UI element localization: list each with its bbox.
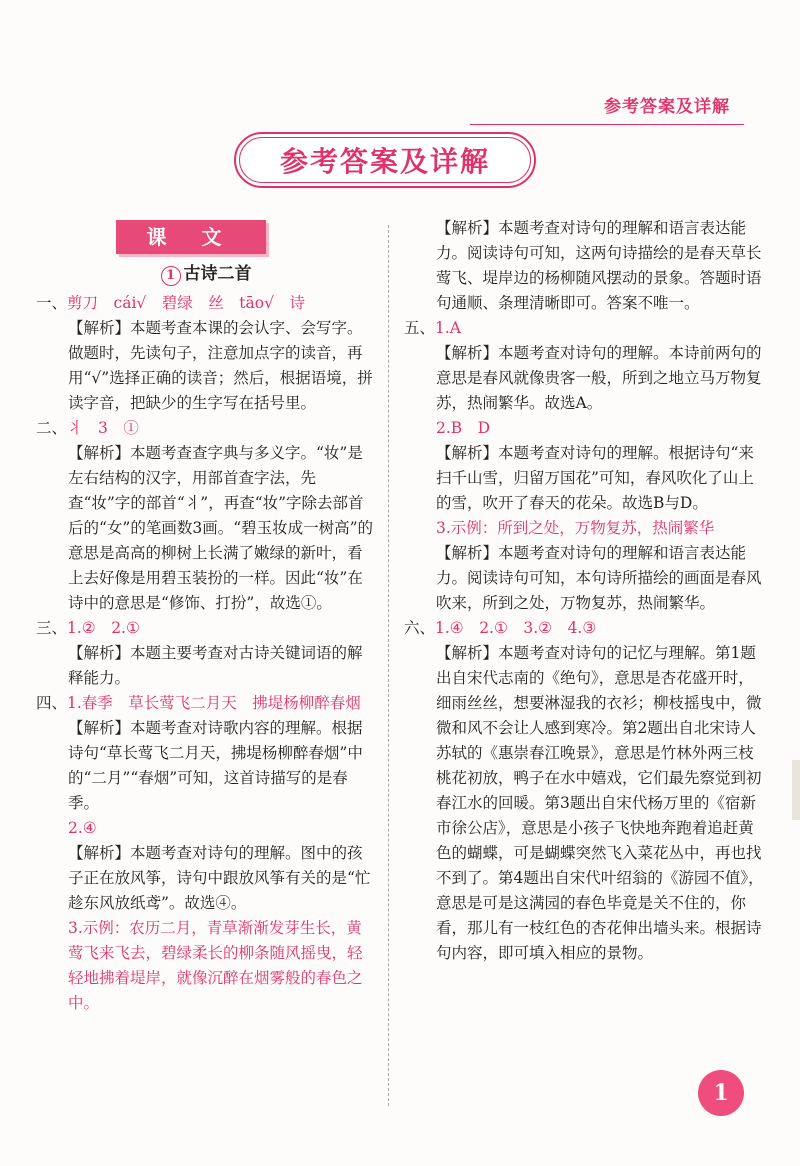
question-label: 五、 [404,319,436,337]
question-2 [36,416,376,441]
analysis-text: 【解析】本题考查对诗歌内容的理解。根据诗句“草长莺飞二月天，拂堤杨柳醉春烟”中的“二月”“春烟”可知，这首诗描写的是春季。 [68,719,363,812]
answer-text: 3.示例：所到之处，万物复苏，热闹繁华 [436,519,715,537]
answer-text: 2.④ [68,819,97,837]
lesson-number: 1 [161,266,181,286]
answer-text: 2.B D [436,419,491,437]
main-title: 参考答案及详解 [279,145,490,178]
analysis-text: 【解析】本题主要考查对古诗关键词语的解释能力。 [68,644,363,687]
header-rule [470,124,744,125]
question-label: 四、 [36,694,68,712]
column-divider [388,225,389,1106]
analysis-text: 【解析】本题考查对诗句的理解。本诗前两句的意思是春风就像贵客一般，所到之地立马万物复苏，热闹繁华。故选A。 [436,344,762,412]
question-label: 二、 [36,419,68,437]
question-3 [36,616,376,641]
question-6 [404,616,766,641]
question-label: 六、 [404,619,436,637]
question-label: 一、 [36,294,68,312]
main-title-frame [234,132,536,188]
answer-text: 1.④ 2.① 3.② 4.③ [435,619,597,637]
answer-text: 1.A [435,319,461,337]
header-title: 参考答案及详解 [604,97,730,117]
analysis-text: 【解析】本题考查对诗句的理解和语言表达能力。阅读诗句可知，这两句诗描绘的是春天草长莺飞、堤岸边的杨柳随风摆动的景象。答题时语句通顺、条理清晰即可。答案不唯一。 [436,219,762,312]
lesson-title [36,262,376,287]
analysis-text: 【解析】本题考查本课的会认字、会写字。做题时，先读句子，注意加点字的读音，再用“√”选择正确的读音；然后，根据语境，拼读字音，把缺少的生字写在括号里。 [68,319,373,412]
page-edge [792,760,800,820]
answer-text: 丬 3 ① [67,419,139,437]
question-1 [36,291,376,316]
answer-text: 1.春季 草长莺飞二月天 拂堤杨柳醉春烟 [67,694,361,712]
question-label: 三、 [36,619,68,637]
question-4 [36,691,376,716]
analysis-text: 【解析】本题考查对诗句的理解。根据诗句“来扫千山雪，归留万国花”可知，春风吹化了山上的雪，吹开了春天的花朵。故选B与D。 [436,444,754,512]
page-number-badge: 1 [698,1070,744,1116]
analysis-text: 【解析】本题考查查字典与多义字。“妆”是左右结构的汉字，用部首查字法，先查“妆”字的部首“丬”，再查“妆”字除去部首后的“女”的笔画数3画。“碧玉妆成一树高”的意思是高高的柳树上长满了嫩绿的新叶，看上去好像是用碧玉装扮的一样。因此“妆”在诗中的意思是“修饰、打扮”，故选①。 [68,444,374,612]
section-banner: 课 文 [116,220,266,254]
answer-text: 剪刀 cái√ 碧绿 丝 tāo√ 诗 [67,294,305,312]
analysis-text: 【解析】本题考查对诗句的记忆与理解。第1题出自宋代志南的《绝句》，意思是杏花盛开时，细雨丝丝，想要淋湿我的衣衫；柳枝摇曳中，微微和风不会让人感到寒冷。第2题出自北宋诗人苏轼的《惠崇春江晚景》，意思是竹林外两三枝桃花初放，鸭子在水中嬉戏，它们最先察觉到初春江水的回暖。第3题出自宋代杨万里的《宿新市徐公店》，意思是小孩子飞快地奔跑着追赶黄色的蝴蝶，可是蝴蝶突然飞入菜花丛中，再也找不到了。第4题出自宋代叶绍翁的《游园不值》，意思是可是这满园的春色毕竟是关不住的，你看，那儿有一枝红色的杏花伸出墙头来。根据诗句内容，即可填入相应的景物。 [436,644,764,962]
left-column [36,220,376,1016]
analysis-text: 【解析】本题考查对诗句的理解。图中的孩子正在放风筝，诗句中跟放风筝有关的是“忙趁东风放纸鸢”。故选④。 [68,844,371,912]
lesson-name: 古诗二首 [183,264,252,284]
right-column [404,216,766,966]
answer-text: 1.② 2.① [67,619,140,637]
analysis-text: 【解析】本题考查对诗句的理解和语言表达能力。阅读诗句可知，本句诗所描绘的画面是春风吹来，所到之处，万物复苏，热闹繁华。 [436,544,762,612]
answer-text: 3.示例：农历二月，青草渐渐发芽生长，黄莺飞来飞去，碧绿柔长的柳条随风摇曳，轻轻地拂着堤岸，就像沉醉在烟雾般的春色之中。 [68,919,363,1012]
question-5 [404,316,766,341]
